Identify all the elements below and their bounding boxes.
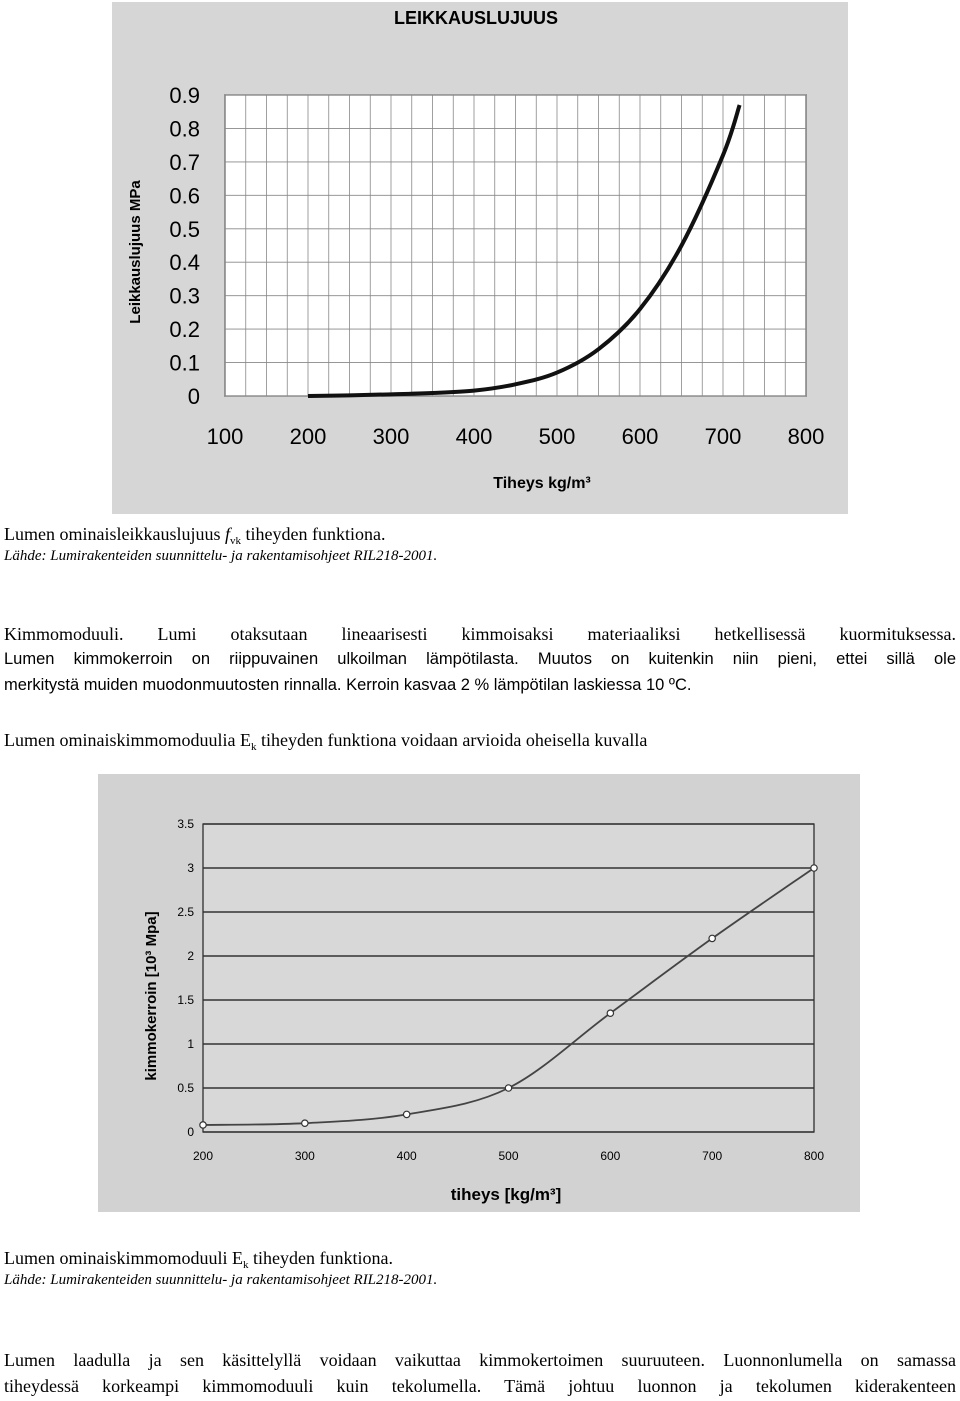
paragraph-1-line-1: Kimmomoduuli. Lumi otaksutaan lineaarisesti kimmoisaksi materiaaliksi hetkellisessä kuormituksessa.: [4, 624, 956, 644]
caption-2-subscript: k: [242, 1259, 249, 1271]
data-point: [505, 1085, 511, 1091]
y-tick-label: 1: [187, 1037, 194, 1051]
y-tick-label: 2.5: [177, 905, 194, 919]
x-tick-label: 200: [289, 424, 327, 449]
y-tick-label: 0: [187, 384, 200, 409]
paragraph-2-subscript: k: [250, 741, 257, 753]
data-point: [709, 935, 715, 941]
x-tick-label: 500: [538, 424, 576, 449]
elastic-modulus-figure: [98, 774, 860, 1212]
data-point: [811, 865, 817, 871]
caption-2: [4, 1248, 393, 1271]
paragraph-2-text: Lumen ominaiskimmomoduulia E: [4, 730, 251, 750]
y-tick-label: 2: [187, 949, 194, 963]
y-tick-label: 0.7: [169, 149, 200, 175]
caption-2-source: Lähde: Lumirakenteiden suunnittelu- ja rakentamisohjeet RIL218-2001.: [4, 1272, 438, 1288]
elastic-modulus-chart: [98, 774, 860, 1212]
paragraph-3-line-1: Lumen laadulla ja sen käsittelyllä voidaan vaikuttaa kimmokertoimen suuruuteen. Luonnonlumella on samassa: [4, 1350, 956, 1370]
y-tick-label: 0.3: [169, 283, 200, 309]
y-tick-labels: [169, 83, 200, 409]
caption-1-text: Lumen ominaisleikkauslujuus: [4, 524, 225, 544]
caption-1-subscript: vk: [230, 535, 241, 547]
x-tick-label: 400: [455, 424, 493, 449]
x-tick-label: 500: [498, 1149, 519, 1163]
data-point: [200, 1122, 206, 1128]
chart-grid: [225, 95, 806, 396]
x-axis-label: tiheys [kg/m³]: [450, 1185, 562, 1204]
x-tick-label: 300: [372, 424, 410, 449]
y-tick-label: 0.5: [177, 1081, 194, 1095]
x-tick-label: 100: [206, 424, 244, 449]
y-tick-label: 0.9: [169, 83, 200, 108]
caption-2-text: Lumen ominaiskimmomoduuli E: [4, 1248, 243, 1268]
x-tick-label: 200: [192, 1149, 214, 1163]
data-point: [403, 1111, 409, 1117]
caption-2-text-end: tiheyden funktiona.: [248, 1248, 393, 1268]
y-tick-label: 0.6: [169, 183, 200, 209]
x-tick-labels: [207, 424, 825, 449]
paragraph-1-line-2: Lumen kimmokerroin on riippuvainen ulkoilman lämpötilasta. Muutos on kuitenkin niin pieni, ettei sillä ole: [4, 650, 956, 668]
y-tick-label: 0.5: [169, 216, 200, 242]
y-tick-label: 3: [187, 861, 194, 875]
x-tick-label: 400: [396, 1149, 417, 1163]
paragraph-2-text-end: tiheyden funktiona voidaan arvioida oheisella kuvalla: [256, 730, 648, 750]
data-point: [302, 1120, 308, 1126]
x-tick-label: 600: [621, 424, 659, 449]
y-axis-label: Leikkauslujuus MPa: [127, 180, 144, 324]
x-tick-labels: [193, 1149, 824, 1163]
x-tick-label: 600: [600, 1149, 621, 1163]
paragraph-3-line-2: tiheydessä korkeampi kimmomoduuli kuin tekolumella. Tämä johtuu luonnon ja tekolumen kiderakenteen: [4, 1376, 956, 1396]
caption-1-text-end: tiheyden funktiona.: [241, 524, 386, 544]
x-tick-label: 700: [704, 424, 742, 449]
y-tick-label: 0.1: [169, 350, 200, 376]
x-tick-label: 800: [787, 424, 825, 449]
paragraph-1-line-3: merkitystä muiden muodonmuutosten rinnalla. Kerroin kasvaa 2 % lämpötilan laskiessa 10 ºC.: [4, 676, 692, 694]
shear-strength-chart: [112, 2, 848, 514]
x-tick-label: 300: [294, 1149, 315, 1163]
y-tick-label: 3.5: [177, 817, 194, 831]
caption-1: [4, 524, 385, 547]
x-axis-label: Tiheys kg/m³: [493, 475, 591, 492]
y-tick-label: 0.2: [169, 317, 200, 343]
caption-1-symbol: f: [224, 524, 230, 544]
x-tick-label: 800: [803, 1149, 825, 1163]
y-tick-labels: [177, 817, 194, 1139]
y-tick-label: 0: [187, 1125, 194, 1139]
x-tick-label: 700: [702, 1149, 723, 1163]
caption-1-source: Lähde: Lumirakenteiden suunnittelu- ja rakentamisohjeet RIL218-2001.: [4, 548, 438, 564]
chart-title: LEIKKAUSLUJUUS: [393, 8, 559, 28]
y-tick-label: 0.4: [169, 250, 200, 276]
shear-strength-figure: [112, 2, 848, 514]
data-point: [607, 1010, 613, 1016]
y-tick-label: 1.5: [177, 993, 194, 1007]
y-axis-label: kimmokerroin [10³ Mpa]: [143, 911, 160, 1081]
y-tick-label: 0.8: [169, 116, 200, 142]
paragraph-2: [4, 730, 647, 753]
